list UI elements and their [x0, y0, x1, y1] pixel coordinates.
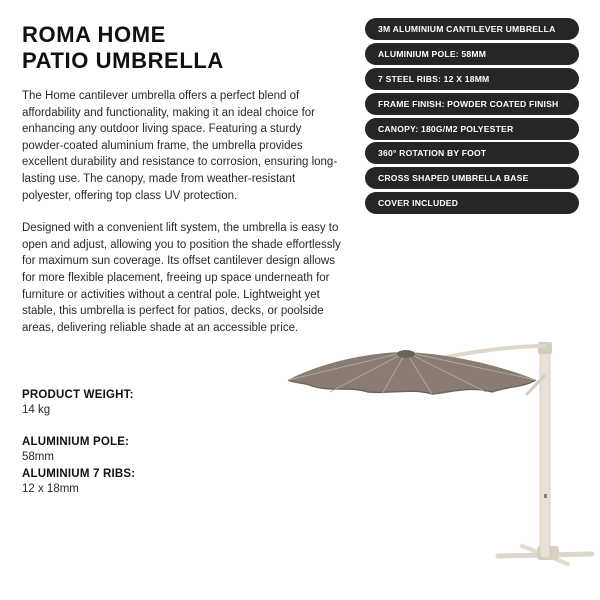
- umbrella-pole: [538, 342, 552, 558]
- umbrella-product-image: [282, 336, 598, 570]
- product-description: [22, 88, 342, 352]
- spec-pole: [22, 435, 222, 465]
- feature-pill-ribs: 7 STEEL RIBS: 12 X 18MM: [365, 68, 579, 90]
- product-specs: [22, 388, 222, 497]
- spec-pole-label: ALUMINIUM POLE:: [22, 436, 130, 448]
- feature-pill-rotation: 360° ROTATION BY FOOT: [365, 142, 579, 164]
- feature-pill-size: 3M ALUMINIUM CANTILEVER UMBRELLA: [365, 18, 579, 40]
- spec-weight-value: 14 kg: [22, 404, 51, 416]
- feature-pill-canopy: CANOPY: 180G/M2 POLYESTER: [365, 118, 579, 140]
- feature-pill-cover: COVER INCLUDED: [365, 192, 579, 214]
- spec-ribs-label: ALUMINIUM 7 RIBS:: [22, 468, 136, 480]
- feature-pill-base: CROSS SHAPED UMBRELLA BASE: [365, 167, 579, 189]
- spec-ribs-value: 12 x 18mm: [22, 483, 79, 495]
- feature-pill-pole: ALUMINIUM POLE: 58MM: [365, 43, 579, 65]
- product-title-line-2: PATIO UMBRELLA: [22, 48, 224, 73]
- product-title: [22, 22, 224, 74]
- description-paragraph-2: Designed with a convenient lift system, the umbrella is easy to open and adjust, allowing you to position the shade effortlessly for maximum sun coverage. Its offset cantilever design allows for more flexible placement, freeing up space underneath for furniture or activities without a central pole. Lightweight yet stable, this umbrella is perfect for patios, decks, or poolside areas, delivering reliable shade at an accessible price.: [22, 222, 341, 334]
- feature-list: [365, 18, 579, 217]
- feature-pill-frame-finish: FRAME FINISH: POWDER COATED FINISH: [365, 93, 579, 115]
- spec-ribs: [22, 467, 222, 497]
- umbrella-canopy: [288, 350, 536, 394]
- spec-pole-value: 58mm: [22, 451, 54, 463]
- description-paragraph-1: The Home cantilever umbrella offers a perfect blend of affordability and functionality, making it an ideal choice for enhancing any outdoor living space. Featuring a sturdy powder-coated aluminium frame, the umbrella provides excellent durability and resistance to corrosion, ensuring long-lasting use. The canopy, made from weather-resistant polyester, offering top class UV protection.: [22, 90, 338, 202]
- spec-weight-label: PRODUCT WEIGHT:: [22, 389, 134, 401]
- product-title-line-1: ROMA HOME: [22, 22, 166, 47]
- spec-weight: [22, 388, 222, 418]
